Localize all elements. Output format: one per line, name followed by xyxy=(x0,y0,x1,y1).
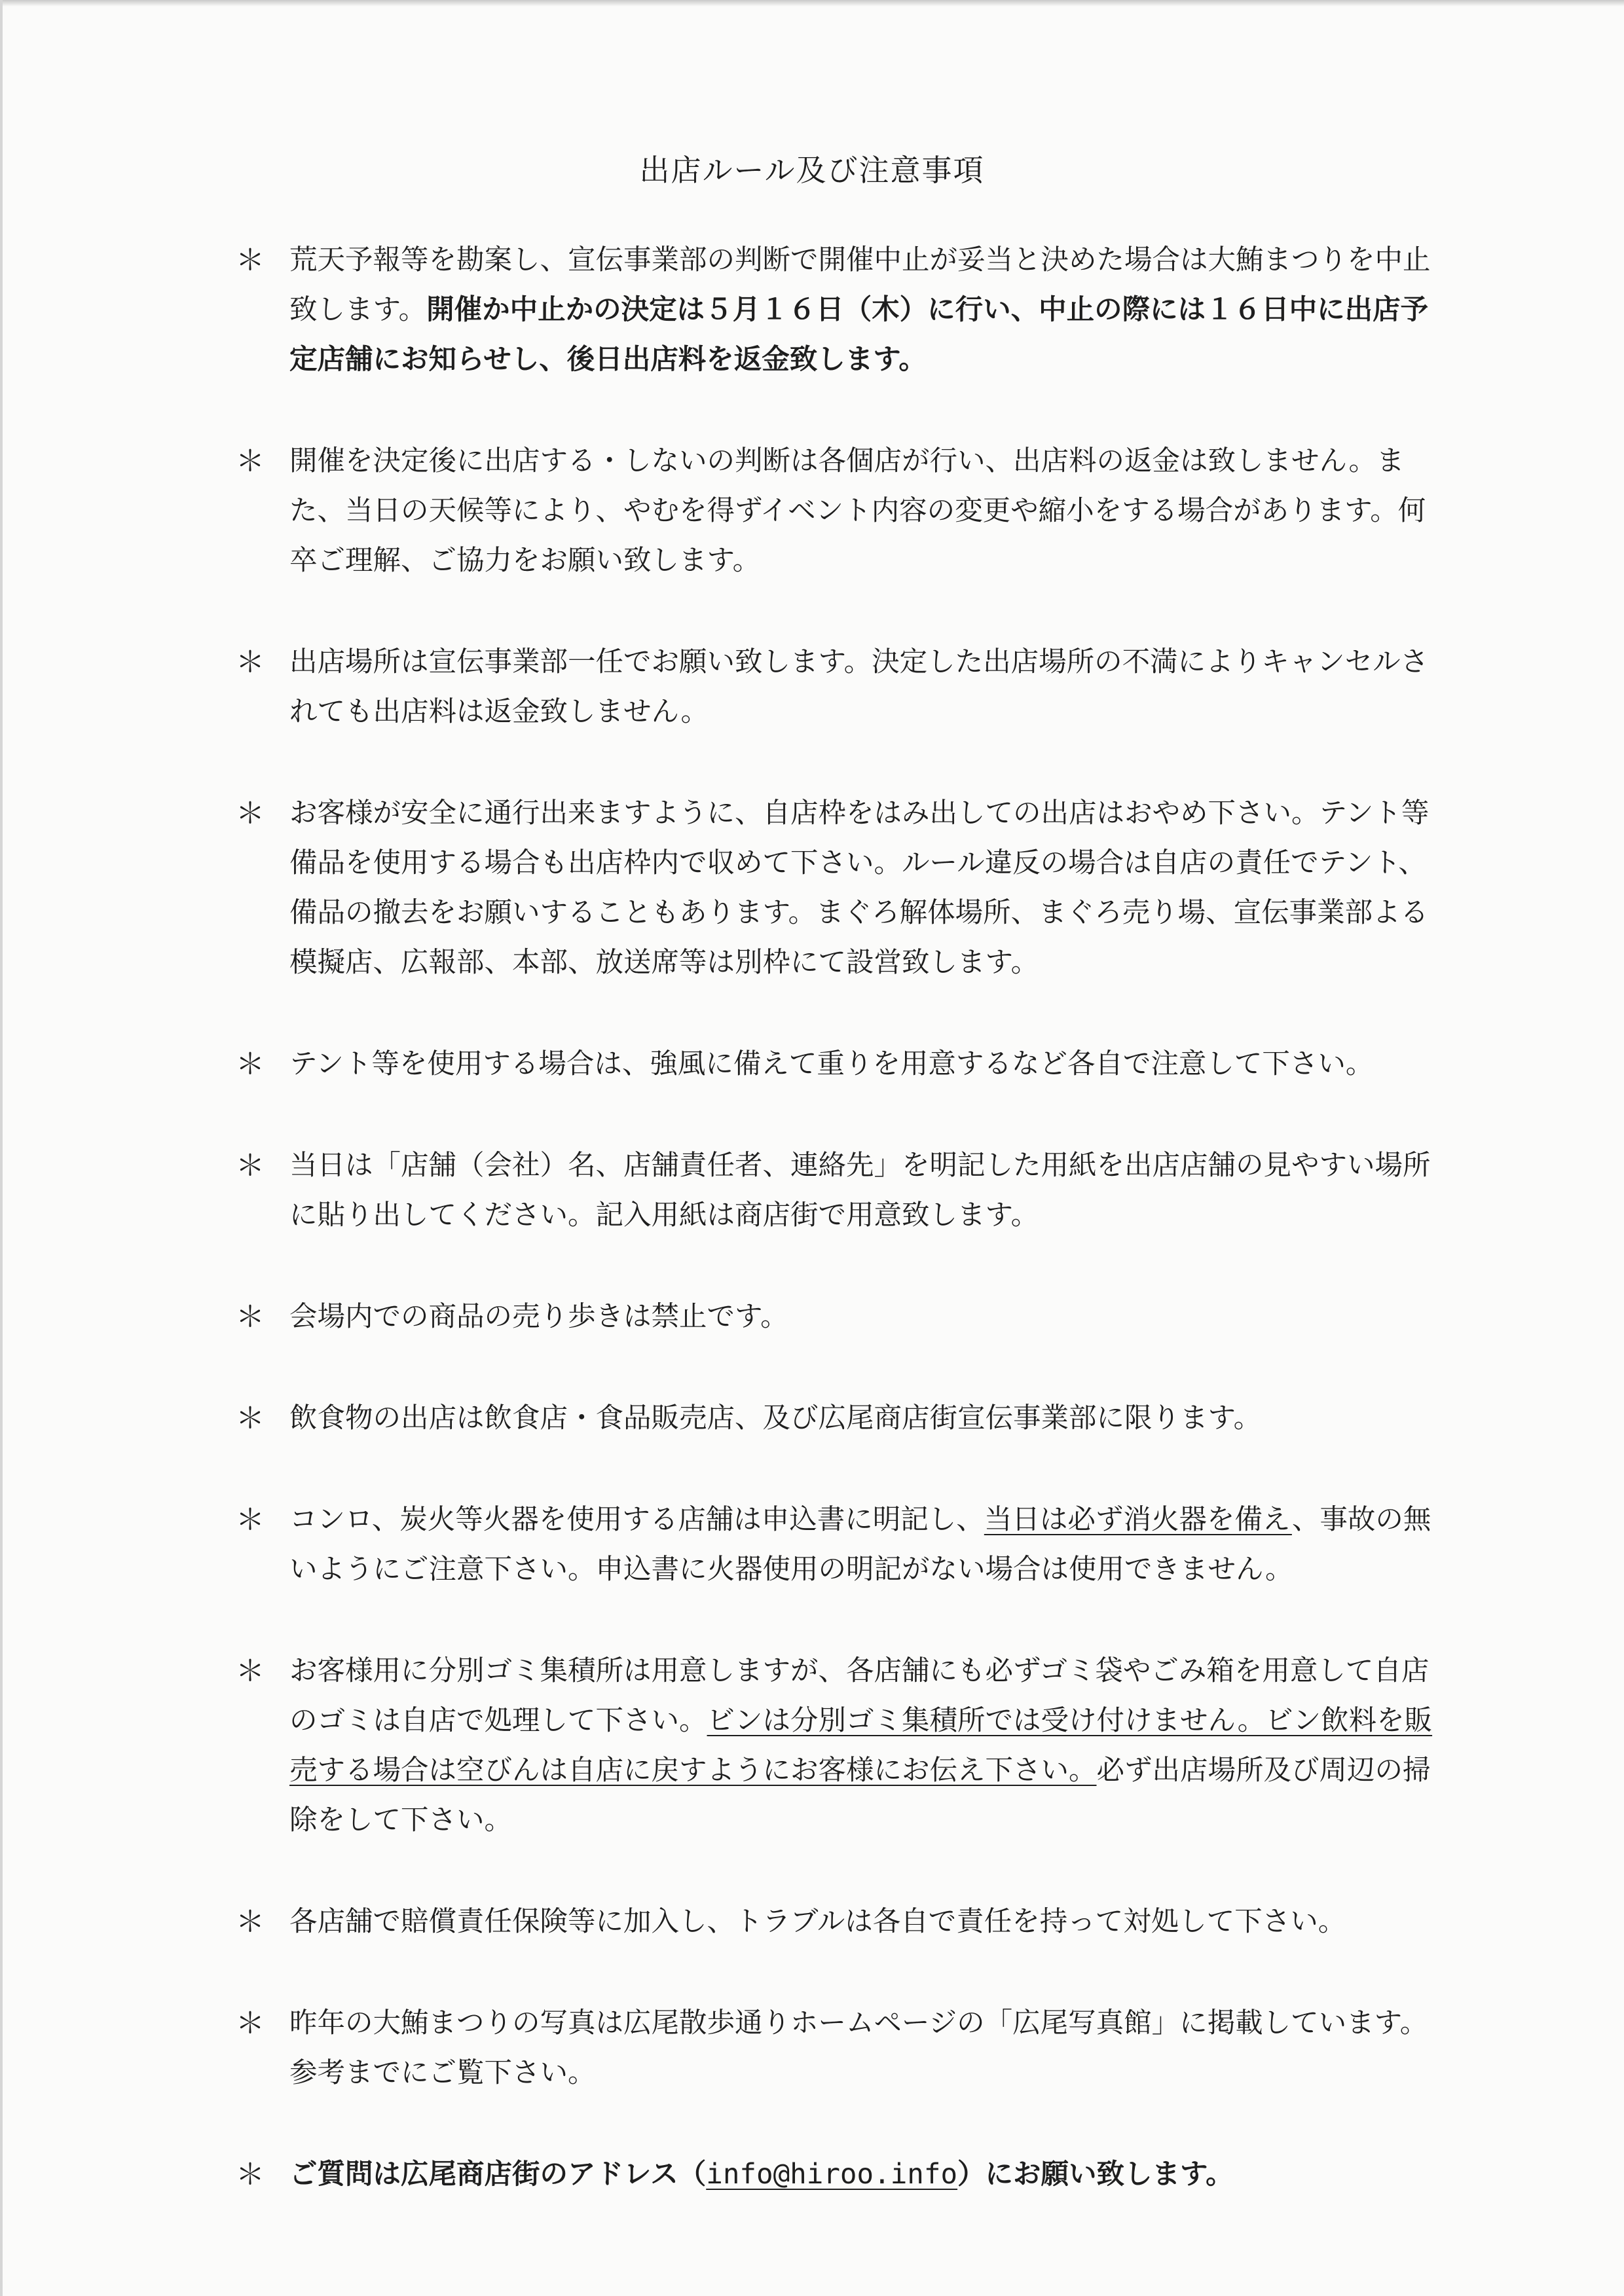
rule-item xyxy=(236,1495,1434,1595)
rule-item xyxy=(236,236,1434,385)
rule-text-segment: 必ず出店場所及び周辺の掃除をして下さい。 xyxy=(289,1755,1431,1836)
rule-text-segment: 飲食物の出店は飲食店・食品販売店、及び広尾商店街宣伝事業部に限ります。 xyxy=(289,1402,1262,1434)
rule-item xyxy=(236,1040,1434,1089)
scan-edge-left xyxy=(0,0,3,2296)
rule-item xyxy=(236,2150,1434,2200)
rule-text xyxy=(289,1897,1434,1947)
rule-text-segment: 開催を決定後に出店する・しないの判断は各個店が行い、出店料の返金は致しません。また、当日の天候等により、やむを得ずイベント内容の変更や縮小をする場合があります。何卒ご理解、ご協力をお願い致します。 xyxy=(289,445,1426,577)
contact-email: info@hiroo.info xyxy=(706,2159,958,2191)
rule-text xyxy=(289,1394,1434,1444)
bullet-asterisk: ＊ xyxy=(236,1300,265,1334)
bullet-asterisk: ＊ xyxy=(236,244,265,277)
rule-text xyxy=(289,1495,1434,1595)
bullet-asterisk: ＊ xyxy=(236,1905,265,1939)
bullet-asterisk: ＊ xyxy=(236,1654,265,1688)
rule-text xyxy=(289,236,1434,385)
bullet-asterisk: ＊ xyxy=(236,2158,265,2191)
bullet-asterisk: ＊ xyxy=(236,1402,265,1435)
bullet-asterisk: ＊ xyxy=(236,797,265,830)
rule-item xyxy=(236,1999,1434,2098)
rule-text-segment: 出店場所は宣伝事業部一任でお願い致します。決定した出店場所の不満によりキャンセルされても出店料は返金致しません。 xyxy=(289,646,1429,728)
rule-text-segment: 会場内での商品の売り歩きは禁止です。 xyxy=(289,1301,788,1333)
rule-text-segment: 当日は「店舗（会社）名、店舗責任者、連絡先」を明記した用紙を出店店舗の見やすい場所に貼り出してください。記入用紙は商店街で用意致します。 xyxy=(289,1150,1431,1231)
rule-text-segment: お客様用に分別ゴミ集積所は用意しますが、各店舗にも必ずゴミ袋やごみ箱を用意して自店のゴミは自店で処理して下さい。 xyxy=(289,1655,1430,1737)
bullet-asterisk: ＊ xyxy=(236,646,265,679)
rule-text xyxy=(289,1292,1434,1342)
rule-item xyxy=(236,638,1434,737)
rule-text xyxy=(289,437,1434,586)
rule-text-segment: 各店舗で賠償責任保険等に加入し、トラブルは各自で責任を持って対処して下さい。 xyxy=(289,1906,1346,1938)
rule-item xyxy=(236,1141,1434,1241)
rule-text-segment: お客様が安全に通行出来ますように、自店枠をはみ出しての出店はおやめ下さい。テント等備品を使用する場合も出店枠内で収めて下さい。ルール違反の場合は自店の責任でテント、備品の撤去をお願いすることもあります。まぐろ解体場所、まぐろ売り場、宣伝事業部よる模擬店、広報部、本部、放送席等は別枠にて設営致します。 xyxy=(289,797,1430,979)
rule-text xyxy=(289,789,1434,988)
rule-text-segment: ビンは分別ゴミ集積所では受け付けません。ビン飲料を販売する場合は空びんは自店に戻すようにお客様にお伝え下さい。 xyxy=(289,1705,1433,1787)
rule-item xyxy=(236,1897,1434,1947)
rule-text xyxy=(289,2150,1434,2200)
rule-text-segment: ）にお願い致します。 xyxy=(957,2159,1234,2191)
bullet-asterisk: ＊ xyxy=(236,1503,265,1537)
rule-text-segment: 当日は必ず消火器を備え xyxy=(984,1504,1292,1536)
rules-list xyxy=(236,236,1434,2251)
rule-text-segment: コンロ、炭火等火器を使用する店舗は申込書に明記し、 xyxy=(289,1504,984,1536)
rule-text xyxy=(289,1141,1434,1241)
rule-text-segment: 、事故の無いようにご注意下さい。申込書に火器使用の明記がない場合は使用できません。 xyxy=(289,1504,1431,1586)
rule-text xyxy=(289,1999,1434,2098)
rule-item xyxy=(236,1647,1434,1846)
rule-text-segment: 昨年の大鮪まつりの写真は広尾散歩通りホームページの「広尾写真館」に掲載しています。参考までにご覧下さい。 xyxy=(289,2007,1428,2089)
rule-item xyxy=(236,437,1434,586)
rule-item xyxy=(236,1394,1434,1444)
bullet-asterisk: ＊ xyxy=(236,1048,265,1081)
rule-text xyxy=(289,1647,1434,1846)
rule-text xyxy=(289,1040,1434,1089)
rule-item xyxy=(236,1292,1434,1342)
bullet-asterisk: ＊ xyxy=(236,2007,265,2040)
bullet-asterisk: ＊ xyxy=(236,1149,265,1182)
scan-edge xyxy=(0,0,1624,7)
rule-text-segment: 開催か中止かの決定は５月１６日（木）に行い、中止の際には１６日中に出店予定店舗にお知らせし、後日出店料を返金致します。 xyxy=(289,294,1429,376)
rule-text-segment: テント等を使用する場合は、強風に備えて重りを用意するなど各自で注意して下さい。 xyxy=(289,1048,1374,1080)
document-title: 出店ルール及び注意事項 xyxy=(639,153,985,188)
rule-item xyxy=(236,789,1434,988)
bullet-asterisk: ＊ xyxy=(236,445,265,478)
rule-text-segment: ご質問は広尾商店街のアドレス（ xyxy=(289,2159,707,2191)
rule-text-segment: 荒天予報等を勘案し、宣伝事業部の判断で開催中止が妥当と決めた場合は大鮪まつりを中止致します。 xyxy=(289,244,1431,326)
rule-text xyxy=(289,638,1434,737)
